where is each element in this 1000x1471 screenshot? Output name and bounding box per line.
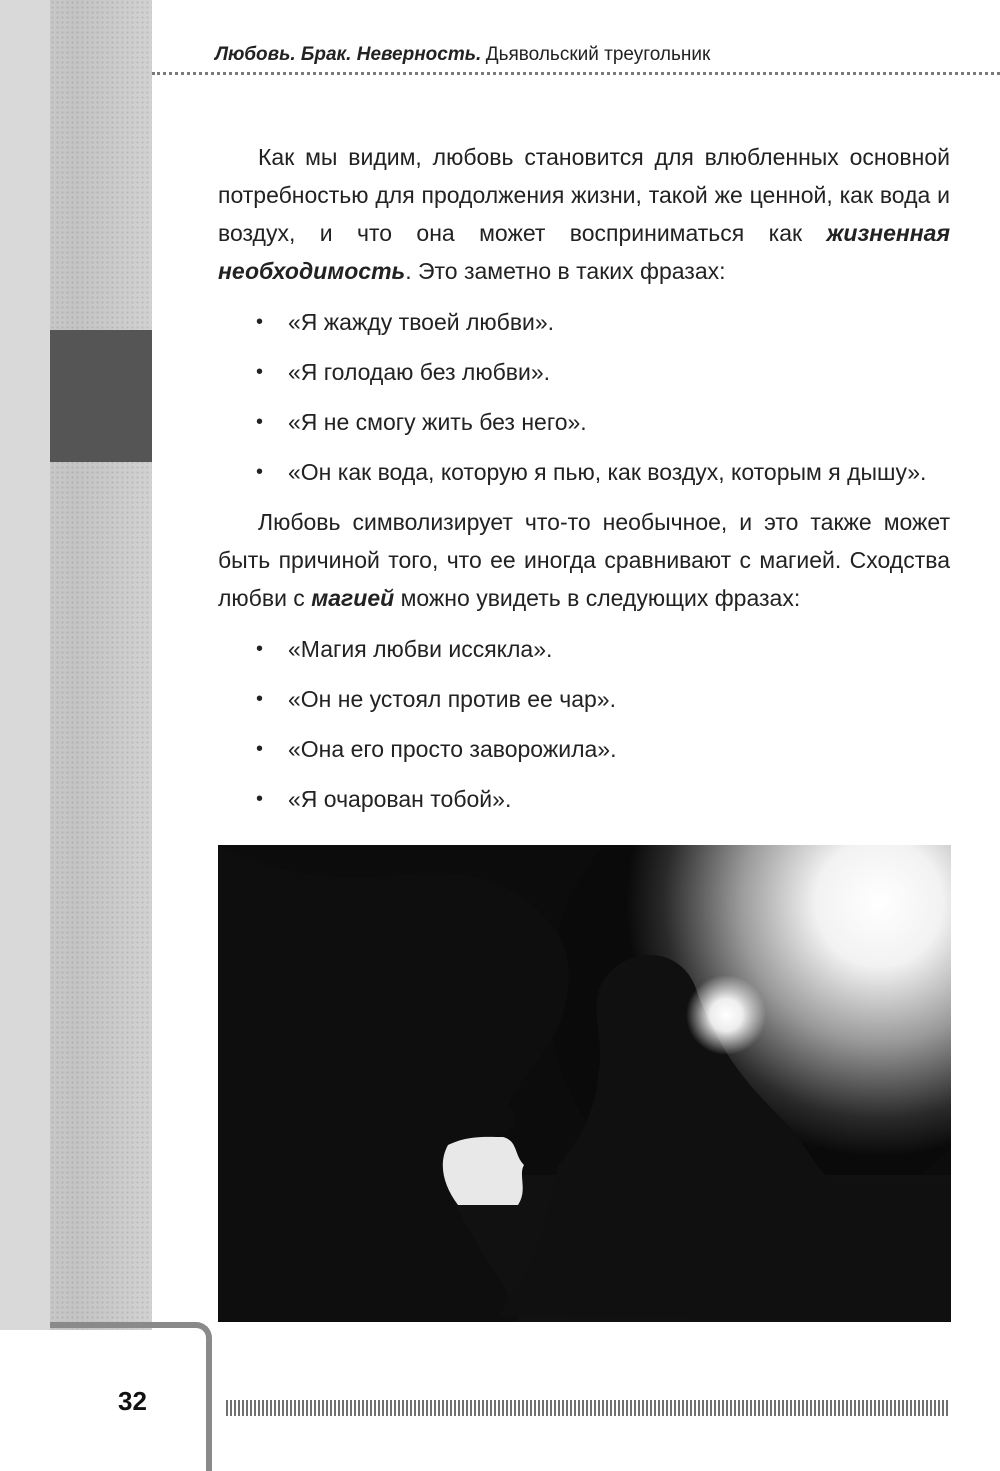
list-item (218, 680, 950, 718)
phrase-list-2 (218, 630, 950, 818)
page-number: 32 (118, 1386, 147, 1416)
paragraph-2-end: можно увидеть в следующих фразах: (394, 585, 801, 611)
list-item-text: «Он как вода, которую я пью, как воздух, которым я дышу». (288, 459, 927, 485)
bullet: • (256, 361, 264, 383)
bullet: • (256, 738, 264, 760)
list-item (218, 353, 950, 391)
list-item-text: «Я жажду твоей любви». (288, 309, 555, 335)
list-item (218, 630, 950, 668)
paragraph-2 (218, 503, 950, 617)
paragraph-2-emphasis: магией (311, 585, 395, 611)
footer-decorative-bars (226, 1400, 950, 1416)
list-item (218, 730, 950, 768)
photo-couple-silhouette (218, 845, 951, 1322)
main-text (218, 138, 950, 830)
header-dotted-rule (152, 72, 1000, 75)
list-item (218, 453, 950, 491)
bullet: • (256, 688, 264, 710)
list-item-text: «Магия любви иссякла». (288, 636, 553, 662)
list-item-text: «Он не устоял против ее чар». (288, 686, 616, 712)
photo-illustration (218, 845, 951, 1322)
paragraph-1-emphasis: жизненная необходимость (218, 220, 950, 284)
paragraph-1-end: . Это заметно в таких фразах: (405, 258, 726, 284)
paragraph-1 (218, 138, 950, 290)
phrase-list-1 (218, 303, 950, 491)
paragraph-2-text: Любовь символизирует что-то необычное, и это также может быть причиной того, что ее иногда сравнивают с магией. Сходства любви с (218, 509, 950, 611)
side-strip-light (0, 0, 50, 1330)
header-title-bold: Любовь. Брак. Неверность. (215, 44, 482, 65)
list-item (218, 303, 950, 341)
list-item-text: «Я голодаю без любви». (288, 359, 551, 385)
bullet: • (256, 311, 264, 333)
side-dark-block (50, 330, 152, 462)
bullet: • (256, 788, 264, 810)
list-item-text: «Она его просто заворожила». (288, 736, 617, 762)
bullet: • (256, 411, 264, 433)
list-item (218, 780, 950, 818)
running-header (215, 44, 1000, 66)
header-title-regular: Дьявольский треугольник (485, 44, 711, 65)
list-item-text: «Я очарован тобой». (288, 786, 512, 812)
bullet: • (256, 638, 264, 660)
bullet: • (256, 461, 264, 483)
list-item (218, 403, 950, 441)
list-item-text: «Я не смогу жить без него». (288, 409, 587, 435)
paragraph-1-text: Как мы видим, любовь становится для влюбленных основной потребностью для продолжения жизни, такой же ценной, как вода и воздух, и что она может восприниматься как (218, 144, 950, 246)
